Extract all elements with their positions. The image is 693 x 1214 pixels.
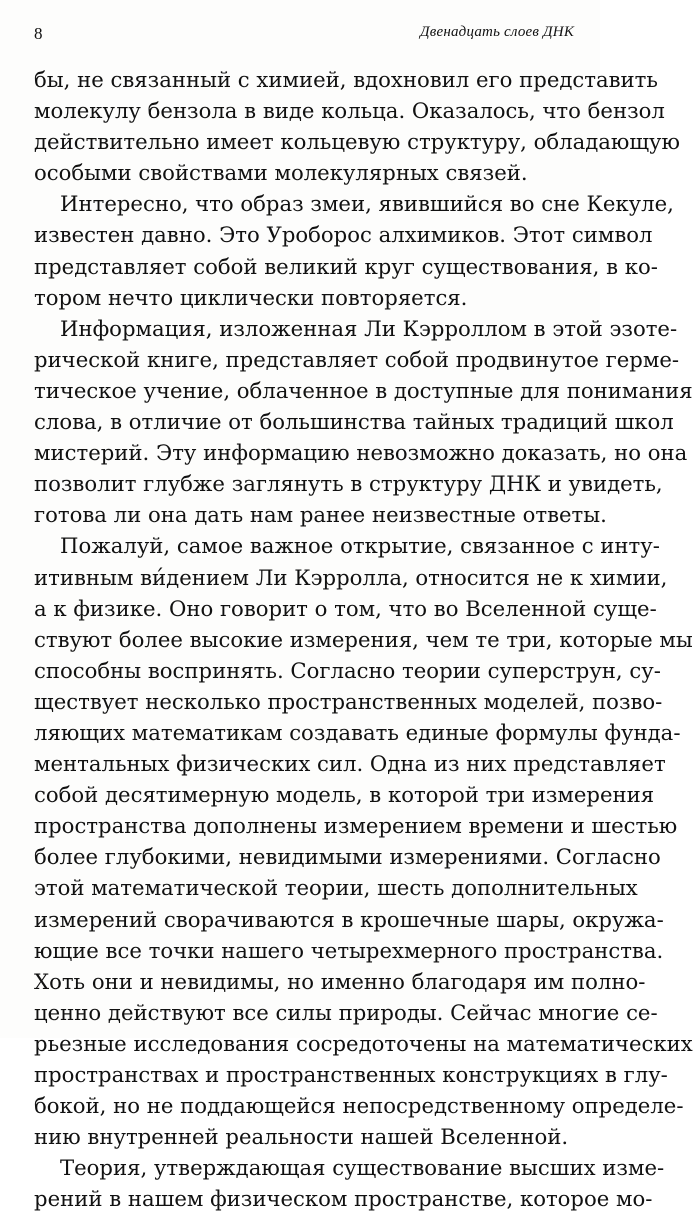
text-line: слова, в отличие от большинства тайных традиций школ [34,409,674,435]
text-line: ществует несколько пространственных моделей, позво- [34,688,663,714]
text-line: позволит глубже заглянуть в структуру ДНК и увидеть, [34,471,663,497]
text-line: ющие все точки нашего четырехмерного пространства. [34,937,664,963]
text-line: Интересно, что образ змеи, явившийся во сне Кекуле, [60,191,674,217]
text-line: действительно имеет кольцевую структуру, обладающую [34,129,680,155]
text-line: рьезные исследования сосредоточены на математических [34,1030,693,1056]
text-line: ментальных физических сил. Одна из них представляет [34,751,666,777]
text-line: этой математической теории, шесть дополнительных [34,875,638,901]
text-line: итивным ви́дением Ли Кэрролла, относится не к химии, [34,564,668,590]
running-title: Двенадцать слоев ДНК [420,24,574,40]
text-line: более глубокими, невидимыми измерениями. Согласно [34,844,661,870]
text-line: Информация, изложенная Ли Кэрроллом в этой эзоте- [60,315,678,341]
text-line: известен давно. Это Уроборос алхимиков. Этот символ [34,222,653,248]
text-line: Теория, утверждающая существование высших изме- [60,1155,665,1181]
text-line: измерений сворачиваются в крошечные шары, окружа- [34,906,664,932]
text-line: особыми свойствами молекулярных связей. [34,160,528,186]
text-line: ценно действуют все силы природы. Сейчас многие се- [34,999,658,1025]
text-line: нию внутренней реальности нашей Вселенной. [34,1124,569,1150]
text-line: Пожалуй, самое важное открытие, связанное с инту- [60,533,660,559]
text-line: а к физике. Оно говорит о том, что во Вселенной суще- [34,595,657,621]
text-line: ляющих математикам создавать единые формулы фунда- [34,719,681,745]
text-line: тическое учение, облаченное в доступные для понимания [34,377,693,403]
text-line: молекулу бензола в виде кольца. Оказалось, что бензол [34,98,665,124]
text-line: бокой, но не поддающейся непосредственному определе- [34,1093,684,1119]
text-line: Хоть они и невидимы, но именно благодаря им полно- [34,968,646,994]
text-line: собой десятимерную модель, в которой три измерения [34,782,655,808]
text-line: пространствах и пространственных конструкциях в глу- [34,1062,668,1087]
text-line: тором нечто циклически повторяется. [34,284,468,310]
text-line: представляет собой великий круг существования, в ко- [34,253,658,279]
text-line: способны воспринять. Согласно теории суперструн, су- [34,657,661,683]
text-line: мистерий. Эту информацию невозможно доказать, но она [34,440,688,466]
page-header [34,24,574,48]
text-line: пространства дополнены измерением времени и шестью [34,813,678,839]
body-text [34,64,693,1214]
page-number: 8 [34,24,43,43]
text-line: рений в нашем физическом пространстве, которое мо- [34,1186,653,1212]
text-line: рической книге, представляет собой продвинутое герме- [34,346,680,372]
text-line: готова ли она дать нам ранее неизвестные ответы. [34,502,607,528]
text-line: ствуют более высокие измерения, чем те три, которые мы [34,626,693,652]
text-line: бы, не связанный с химией, вдохновил его представить [34,67,658,92]
